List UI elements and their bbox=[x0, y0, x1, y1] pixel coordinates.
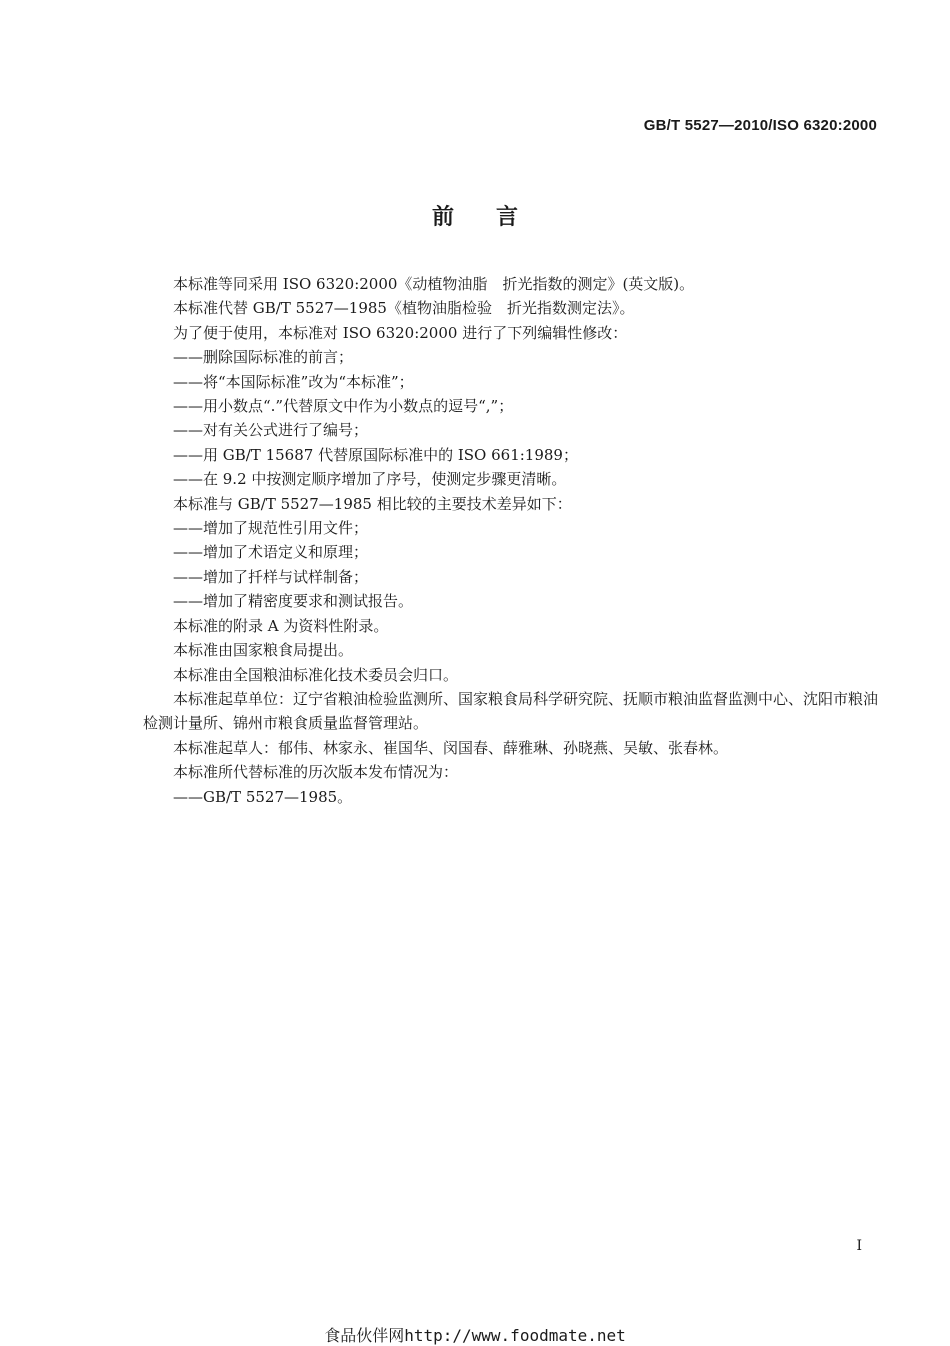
list-item: ——用小数点“.”代替原文中作为小数点的逗号“,”； bbox=[173, 397, 514, 416]
page-title: 前言 bbox=[431, 204, 560, 230]
paragraph: 本标准由全国粮油标准化技术委员会归口。 bbox=[173, 665, 459, 684]
list-item: ——用 GB/T 15687 代替原国际标准中的 ISO 661:1989； bbox=[173, 445, 578, 464]
list-item: ——GB/T 5527—1985。 bbox=[173, 787, 353, 806]
paragraph: 本标准所代替标准的历次版本发布情况为： bbox=[173, 763, 459, 782]
footer-watermark: 食品伙伴网http://www.foodmate.net bbox=[324, 1326, 626, 1345]
list-item: ——增加了精密度要求和测试报告。 bbox=[173, 592, 414, 611]
paragraph: 本标准等同采用 ISO 6320:2000《动植物油脂 折光指数的测定》(英文版)。 bbox=[173, 275, 695, 293]
paragraph: 本标准起草单位：辽宁省粮油检验监测所、国家粮食局科学研究院、抚顺市粮油监督监测中心、沈阳市粮油检测计量所、锦州市粮食质量监督管理站。 bbox=[143, 689, 879, 733]
list-item: ——将“本国际标准”改为“本标准”； bbox=[173, 372, 414, 391]
paragraph: 为了便于使用，本标准对 ISO 6320:2000 进行了下列编辑性修改： bbox=[173, 323, 628, 342]
list-item: ——增加了术语定义和原理； bbox=[173, 543, 369, 562]
paragraph: 本标准与 GB/T 5527—1985 相比较的主要技术差异如下： bbox=[173, 494, 572, 513]
paragraph: 本标准代替 GB/T 5527—1985《植物油脂检验 折光指数测定法》。 bbox=[173, 299, 635, 318]
paragraph: 本标准由国家粮食局提出。 bbox=[173, 641, 354, 660]
list-item: ——增加了规范性引用文件； bbox=[173, 519, 369, 538]
paragraph: 本标准起草人：郁伟、林家永、崔国华、闵国春、薛雅琳、孙晓燕、吴敏、张春林。 bbox=[173, 738, 729, 757]
paragraph: 本标准的附录 A 为资料性附录。 bbox=[173, 616, 389, 635]
list-item: ——对有关公式进行了编号； bbox=[173, 421, 369, 440]
page-number: I bbox=[856, 1238, 862, 1254]
list-item: ——删除国际标准的前言； bbox=[173, 348, 354, 367]
list-item: ——增加了扦样与试样制备； bbox=[173, 567, 369, 586]
foreword-body bbox=[143, 272, 883, 809]
standard-code: GB/T 5527—2010/ISO 6320:2000 bbox=[643, 117, 877, 134]
list-item: ——在 9.2 中按测定顺序增加了序号，使测定步骤更清晰。 bbox=[173, 470, 567, 489]
